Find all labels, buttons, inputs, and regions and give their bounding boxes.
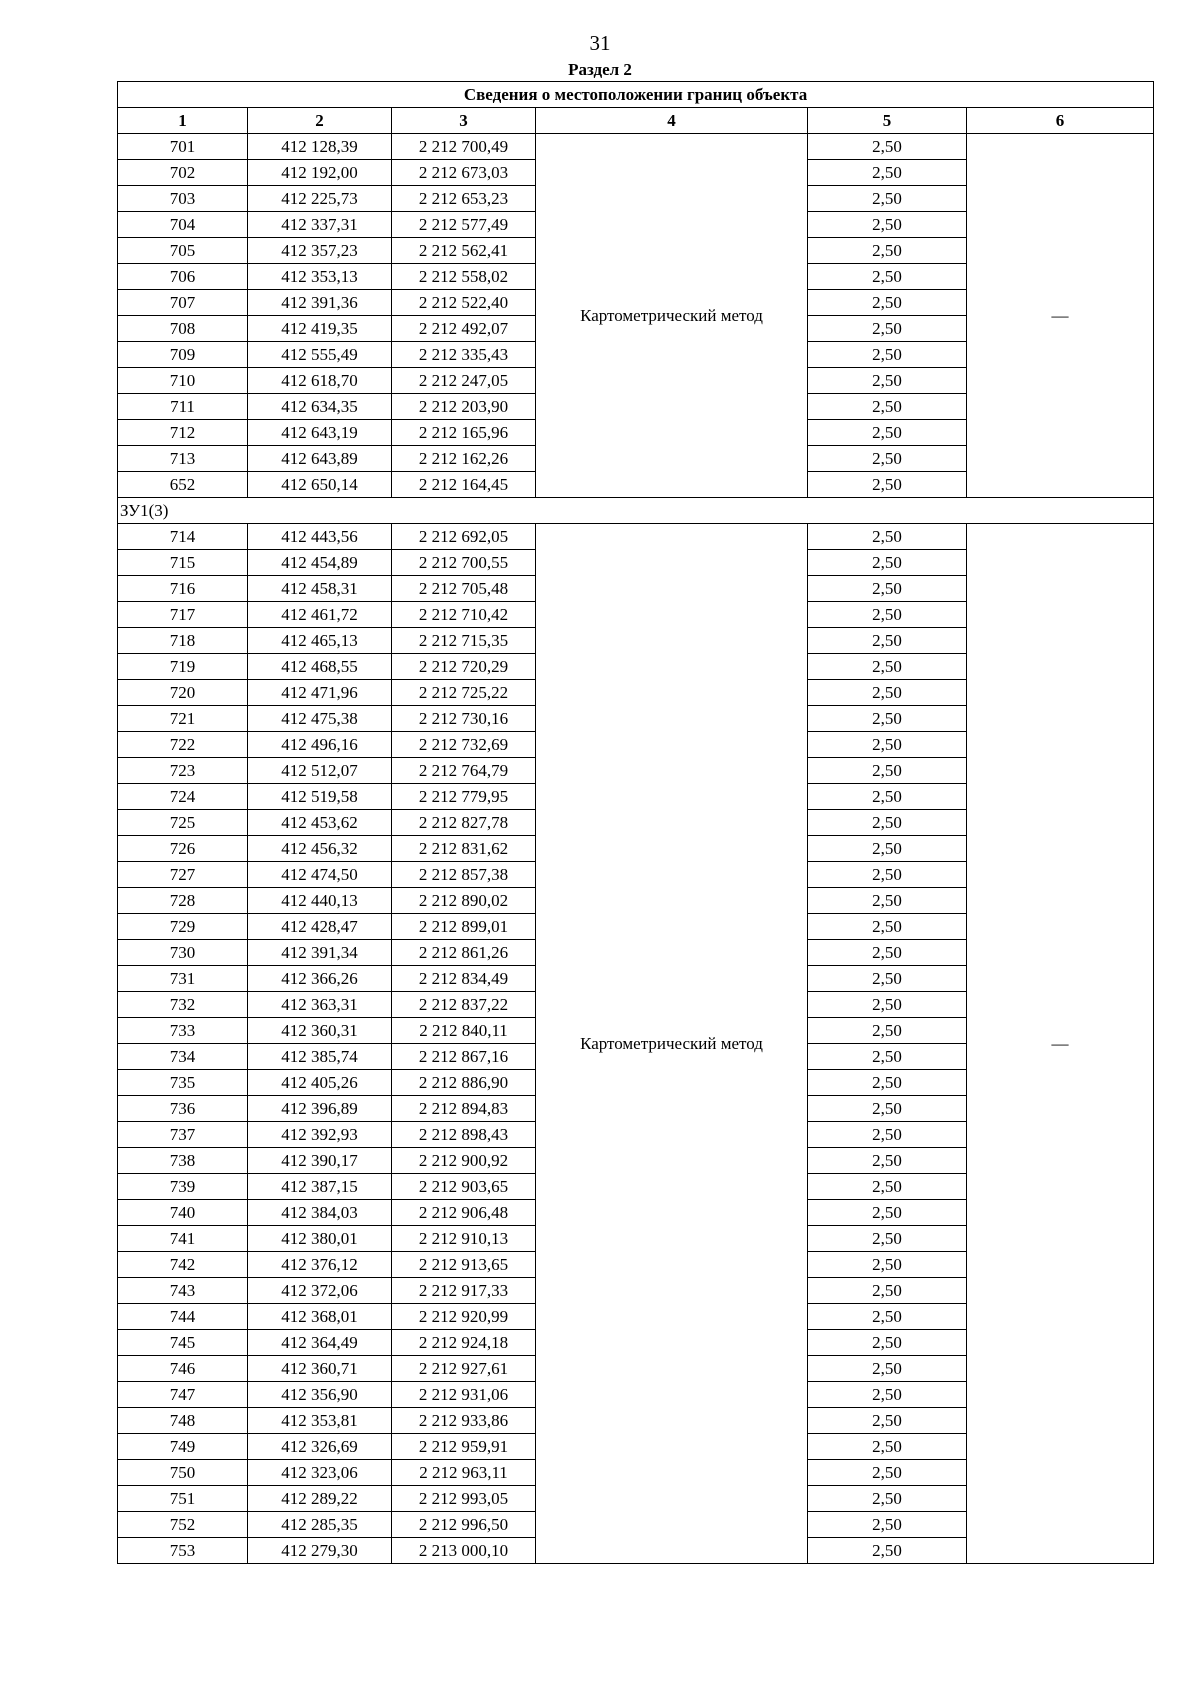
point-number: 751 [118,1486,248,1512]
y-coordinate: 2 212 857,38 [392,862,536,888]
point-number: 742 [118,1252,248,1278]
point-number: 732 [118,992,248,1018]
point-number: 729 [118,914,248,940]
x-coordinate: 412 337,31 [248,212,392,238]
point-number: 721 [118,706,248,732]
y-coordinate: 2 212 492,07 [392,316,536,342]
x-coordinate: 412 454,89 [248,550,392,576]
x-coordinate: 412 353,13 [248,264,392,290]
point-number: 722 [118,732,248,758]
point-number: 740 [118,1200,248,1226]
x-coordinate: 412 285,35 [248,1512,392,1538]
y-coordinate: 2 212 920,99 [392,1304,536,1330]
point-number: 703 [118,186,248,212]
x-coordinate: 412 384,03 [248,1200,392,1226]
y-coordinate: 2 212 996,50 [392,1512,536,1538]
x-coordinate: 412 440,13 [248,888,392,914]
x-coordinate: 412 453,62 [248,810,392,836]
accuracy-value: 2,50 [808,1486,967,1512]
y-coordinate: 2 212 913,65 [392,1252,536,1278]
table-caption: Сведения о местоположении границ объекта [118,82,1154,108]
accuracy-value: 2,50 [808,654,967,680]
x-coordinate: 412 368,01 [248,1304,392,1330]
accuracy-value: 2,50 [808,1434,967,1460]
accuracy-value: 2,50 [808,914,967,940]
x-coordinate: 412 465,13 [248,628,392,654]
x-coordinate: 412 405,26 [248,1070,392,1096]
x-coordinate: 412 468,55 [248,654,392,680]
point-number: 741 [118,1226,248,1252]
y-coordinate: 2 212 894,83 [392,1096,536,1122]
y-coordinate: 2 212 834,49 [392,966,536,992]
y-coordinate: 2 212 764,79 [392,758,536,784]
determination-method: Картометрический метод [536,134,808,498]
point-number: 747 [118,1382,248,1408]
y-coordinate: 2 212 730,16 [392,706,536,732]
y-coordinate: 2 212 867,16 [392,1044,536,1070]
accuracy-value: 2,50 [808,368,967,394]
y-coordinate: 2 212 899,01 [392,914,536,940]
y-coordinate: 2 212 705,48 [392,576,536,602]
column-header-1: 1 [118,108,248,134]
x-coordinate: 412 456,32 [248,836,392,862]
x-coordinate: 412 555,49 [248,342,392,368]
y-coordinate: 2 212 725,22 [392,680,536,706]
column-header-4: 4 [536,108,808,134]
point-number: 734 [118,1044,248,1070]
y-coordinate: 2 212 164,45 [392,472,536,498]
accuracy-value: 2,50 [808,810,967,836]
accuracy-value: 2,50 [808,1044,967,1070]
y-coordinate: 2 212 993,05 [392,1486,536,1512]
point-number: 707 [118,290,248,316]
y-coordinate: 2 212 203,90 [392,394,536,420]
x-coordinate: 412 650,14 [248,472,392,498]
point-number: 739 [118,1174,248,1200]
accuracy-value: 2,50 [808,888,967,914]
x-coordinate: 412 458,31 [248,576,392,602]
boundary-coordinates-table [117,81,1154,1564]
y-coordinate: 2 212 779,95 [392,784,536,810]
x-coordinate: 412 643,89 [248,446,392,472]
x-coordinate: 412 474,50 [248,862,392,888]
point-number: 726 [118,836,248,862]
point-number: 723 [118,758,248,784]
accuracy-value: 2,50 [808,1330,967,1356]
y-coordinate: 2 212 931,06 [392,1382,536,1408]
accuracy-value: 2,50 [808,1018,967,1044]
accuracy-value: 2,50 [808,1278,967,1304]
point-number: 718 [118,628,248,654]
point-number: 735 [118,1070,248,1096]
y-coordinate: 2 212 673,03 [392,160,536,186]
y-coordinate: 2 212 959,91 [392,1434,536,1460]
x-coordinate: 412 128,39 [248,134,392,160]
x-coordinate: 412 391,36 [248,290,392,316]
x-coordinate: 412 357,23 [248,238,392,264]
point-number: 702 [118,160,248,186]
accuracy-value: 2,50 [808,1304,967,1330]
accuracy-value: 2,50 [808,602,967,628]
section-title: Раздел 2 [568,60,632,79]
point-number: 710 [118,368,248,394]
y-coordinate: 2 212 720,29 [392,654,536,680]
y-coordinate: 2 212 558,02 [392,264,536,290]
y-coordinate: 2 212 903,65 [392,1174,536,1200]
accuracy-value: 2,50 [808,290,967,316]
point-number: 733 [118,1018,248,1044]
accuracy-value: 2,50 [808,186,967,212]
y-coordinate: 2 212 335,43 [392,342,536,368]
point-number: 712 [118,420,248,446]
x-coordinate: 412 380,01 [248,1226,392,1252]
point-number: 746 [118,1356,248,1382]
accuracy-value: 2,50 [808,940,967,966]
column-header-3: 3 [392,108,536,134]
x-coordinate: 412 475,38 [248,706,392,732]
x-coordinate: 412 356,90 [248,1382,392,1408]
accuracy-value: 2,50 [808,1122,967,1148]
point-number: 704 [118,212,248,238]
accuracy-value: 2,50 [808,628,967,654]
x-coordinate: 412 360,31 [248,1018,392,1044]
accuracy-value: 2,50 [808,238,967,264]
y-coordinate: 2 212 522,40 [392,290,536,316]
y-coordinate: 2 212 247,05 [392,368,536,394]
x-coordinate: 412 363,31 [248,992,392,1018]
y-coordinate: 2 212 924,18 [392,1330,536,1356]
x-coordinate: 412 512,07 [248,758,392,784]
accuracy-value: 2,50 [808,212,967,238]
point-number: 705 [118,238,248,264]
point-number: 724 [118,784,248,810]
group-label: ЗУ1(3) [118,498,1154,524]
x-coordinate: 412 376,12 [248,1252,392,1278]
note-dash: — [967,524,1154,1564]
accuracy-value: 2,50 [808,134,967,160]
point-number: 736 [118,1096,248,1122]
accuracy-value: 2,50 [808,524,967,550]
y-coordinate: 2 212 963,11 [392,1460,536,1486]
table-row [118,134,1154,160]
x-coordinate: 412 323,06 [248,1460,392,1486]
x-coordinate: 412 360,71 [248,1356,392,1382]
point-number: 652 [118,472,248,498]
x-coordinate: 412 519,58 [248,784,392,810]
x-coordinate: 412 366,26 [248,966,392,992]
group-label-row [118,498,1154,524]
x-coordinate: 412 372,06 [248,1278,392,1304]
point-number: 749 [118,1434,248,1460]
x-coordinate: 412 443,56 [248,524,392,550]
column-header-6: 6 [967,108,1154,134]
accuracy-value: 2,50 [808,992,967,1018]
y-coordinate: 2 212 165,96 [392,420,536,446]
point-number: 752 [118,1512,248,1538]
accuracy-value: 2,50 [808,836,967,862]
x-coordinate: 412 392,93 [248,1122,392,1148]
accuracy-value: 2,50 [808,680,967,706]
y-coordinate: 2 212 861,26 [392,940,536,966]
y-coordinate: 2 212 692,05 [392,524,536,550]
y-coordinate: 2 212 162,26 [392,446,536,472]
accuracy-value: 2,50 [808,1512,967,1538]
accuracy-value: 2,50 [808,1148,967,1174]
y-coordinate: 2 212 562,41 [392,238,536,264]
point-number: 720 [118,680,248,706]
y-coordinate: 2 212 886,90 [392,1070,536,1096]
accuracy-value: 2,50 [808,550,967,576]
y-coordinate: 2 212 900,92 [392,1148,536,1174]
page-number: 31 [589,31,611,55]
accuracy-value: 2,50 [808,706,967,732]
x-coordinate: 412 391,34 [248,940,392,966]
column-header-2: 2 [248,108,392,134]
y-coordinate: 2 212 732,69 [392,732,536,758]
x-coordinate: 412 387,15 [248,1174,392,1200]
note-dash: — [967,134,1154,498]
accuracy-value: 2,50 [808,1408,967,1434]
point-number: 716 [118,576,248,602]
point-number: 701 [118,134,248,160]
accuracy-value: 2,50 [808,472,967,498]
y-coordinate: 2 212 700,49 [392,134,536,160]
accuracy-value: 2,50 [808,1356,967,1382]
accuracy-value: 2,50 [808,1460,967,1486]
x-coordinate: 412 396,89 [248,1096,392,1122]
point-number: 753 [118,1538,248,1564]
point-number: 711 [118,394,248,420]
accuracy-value: 2,50 [808,420,967,446]
point-number: 743 [118,1278,248,1304]
x-coordinate: 412 496,16 [248,732,392,758]
x-coordinate: 412 279,30 [248,1538,392,1564]
point-number: 708 [118,316,248,342]
accuracy-value: 2,50 [808,264,967,290]
table-caption-row [118,82,1154,108]
accuracy-value: 2,50 [808,732,967,758]
y-coordinate: 2 212 910,13 [392,1226,536,1252]
x-coordinate: 412 461,72 [248,602,392,628]
point-number: 744 [118,1304,248,1330]
accuracy-value: 2,50 [808,1070,967,1096]
accuracy-value: 2,50 [808,1226,967,1252]
x-coordinate: 412 289,22 [248,1486,392,1512]
x-coordinate: 412 428,47 [248,914,392,940]
point-number: 738 [118,1148,248,1174]
accuracy-value: 2,50 [808,1174,967,1200]
point-number: 713 [118,446,248,472]
x-coordinate: 412 618,70 [248,368,392,394]
determination-method: Картометрический метод [536,524,808,1564]
accuracy-value: 2,50 [808,576,967,602]
point-number: 709 [118,342,248,368]
point-number: 715 [118,550,248,576]
x-coordinate: 412 326,69 [248,1434,392,1460]
accuracy-value: 2,50 [808,758,967,784]
accuracy-value: 2,50 [808,160,967,186]
accuracy-value: 2,50 [808,966,967,992]
table-header-row [118,108,1154,134]
point-number: 714 [118,524,248,550]
point-number: 745 [118,1330,248,1356]
y-coordinate: 2 212 577,49 [392,212,536,238]
y-coordinate: 2 212 917,33 [392,1278,536,1304]
accuracy-value: 2,50 [808,1200,967,1226]
table-row [118,524,1154,550]
y-coordinate: 2 212 710,42 [392,602,536,628]
accuracy-value: 2,50 [808,1096,967,1122]
accuracy-value: 2,50 [808,394,967,420]
point-number: 727 [118,862,248,888]
x-coordinate: 412 643,19 [248,420,392,446]
x-coordinate: 412 192,00 [248,160,392,186]
point-number: 731 [118,966,248,992]
accuracy-value: 2,50 [808,1538,967,1564]
point-number: 748 [118,1408,248,1434]
y-coordinate: 2 212 715,35 [392,628,536,654]
y-coordinate: 2 212 700,55 [392,550,536,576]
point-number: 728 [118,888,248,914]
accuracy-value: 2,50 [808,1252,967,1278]
table-body [118,134,1154,1564]
accuracy-value: 2,50 [808,1382,967,1408]
accuracy-value: 2,50 [808,784,967,810]
y-coordinate: 2 212 827,78 [392,810,536,836]
x-coordinate: 412 471,96 [248,680,392,706]
x-coordinate: 412 353,81 [248,1408,392,1434]
accuracy-value: 2,50 [808,862,967,888]
y-coordinate: 2 213 000,10 [392,1538,536,1564]
accuracy-value: 2,50 [808,446,967,472]
y-coordinate: 2 212 927,61 [392,1356,536,1382]
y-coordinate: 2 212 906,48 [392,1200,536,1226]
y-coordinate: 2 212 840,11 [392,1018,536,1044]
x-coordinate: 412 385,74 [248,1044,392,1070]
point-number: 725 [118,810,248,836]
point-number: 750 [118,1460,248,1486]
point-number: 730 [118,940,248,966]
column-header-5: 5 [808,108,967,134]
x-coordinate: 412 225,73 [248,186,392,212]
x-coordinate: 412 390,17 [248,1148,392,1174]
y-coordinate: 2 212 933,86 [392,1408,536,1434]
x-coordinate: 412 634,35 [248,394,392,420]
y-coordinate: 2 212 890,02 [392,888,536,914]
y-coordinate: 2 212 831,62 [392,836,536,862]
point-number: 706 [118,264,248,290]
accuracy-value: 2,50 [808,316,967,342]
x-coordinate: 412 419,35 [248,316,392,342]
accuracy-value: 2,50 [808,342,967,368]
y-coordinate: 2 212 837,22 [392,992,536,1018]
point-number: 717 [118,602,248,628]
y-coordinate: 2 212 898,43 [392,1122,536,1148]
point-number: 719 [118,654,248,680]
x-coordinate: 412 364,49 [248,1330,392,1356]
y-coordinate: 2 212 653,23 [392,186,536,212]
point-number: 737 [118,1122,248,1148]
